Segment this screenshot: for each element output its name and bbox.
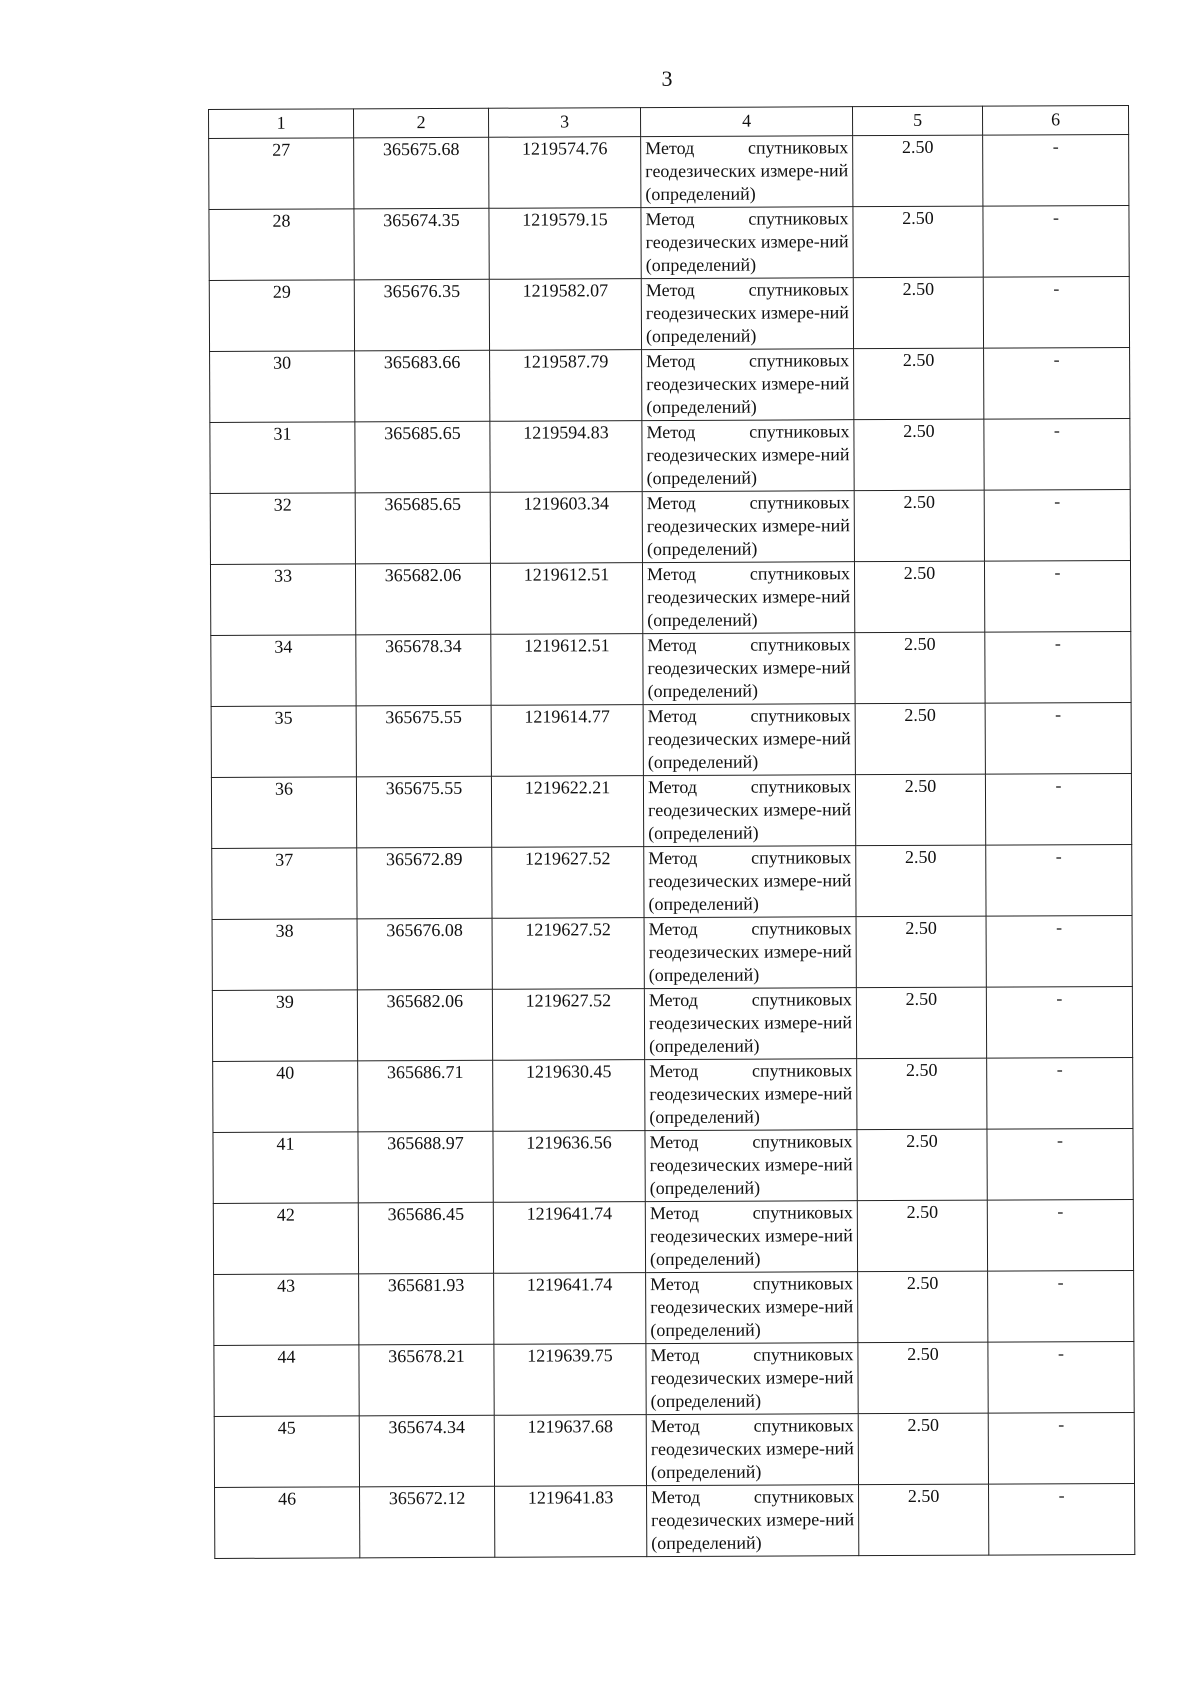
point-number-cell: 31: [210, 422, 355, 494]
y-coordinate-cell: 1219594.83: [490, 421, 642, 493]
note-cell: -: [984, 347, 1130, 419]
accuracy-cell: 2.50: [853, 135, 983, 207]
table-row: [210, 489, 1130, 564]
y-coordinate-cell: 1219636.56: [493, 1131, 645, 1203]
method-cell: Метод спутниковых геодезических измере-ний (определений): [645, 1201, 857, 1273]
accuracy-cell: 2.50: [857, 1200, 987, 1272]
note-cell: -: [987, 1128, 1133, 1200]
accuracy-cell: 2.50: [854, 419, 984, 491]
y-coordinate-cell: 1219637.68: [494, 1415, 646, 1487]
accuracy-cell: 2.50: [855, 703, 985, 775]
x-coordinate-cell: 365678.21: [359, 1344, 494, 1416]
x-coordinate-cell: 365672.89: [357, 847, 492, 919]
method-cell: Метод спутниковых геодезических измере-ний (определений): [642, 491, 854, 563]
point-number-cell: 37: [212, 848, 357, 920]
point-number-cell: 28: [209, 209, 354, 281]
note-cell: -: [988, 1270, 1134, 1342]
y-coordinate-cell: 1219627.52: [492, 989, 644, 1061]
note-cell: -: [988, 1412, 1134, 1484]
column-header: 5: [852, 106, 982, 136]
table-row: [213, 1057, 1133, 1132]
accuracy-cell: 2.50: [857, 1058, 987, 1130]
method-cell: Метод спутниковых геодезических измере-ний (определений): [647, 1485, 859, 1557]
accuracy-cell: 2.50: [857, 1129, 987, 1201]
method-cell: Метод спутниковых геодезических измере-ний (определений): [641, 136, 853, 208]
table-header-row: [209, 105, 1129, 138]
method-cell: Метод спутниковых геодезических измере-ний (определений): [646, 1414, 858, 1486]
accuracy-cell: 2.50: [853, 206, 983, 278]
point-number-cell: 45: [214, 1416, 359, 1488]
table-body: [209, 105, 1135, 1558]
note-cell: -: [984, 418, 1130, 490]
method-cell: Метод спутниковых геодезических измере-ний (определений): [643, 775, 855, 847]
accuracy-cell: 2.50: [856, 916, 986, 988]
column-header: 3: [488, 108, 640, 138]
accuracy-cell: 2.50: [854, 490, 984, 562]
y-coordinate-cell: 1219622.21: [491, 776, 643, 848]
table-row: [211, 702, 1131, 777]
note-cell: -: [988, 1341, 1134, 1413]
x-coordinate-cell: 365676.08: [357, 918, 492, 990]
y-coordinate-cell: 1219639.75: [494, 1344, 646, 1416]
note-cell: -: [986, 915, 1132, 987]
accuracy-cell: 2.50: [858, 1342, 988, 1414]
y-coordinate-cell: 1219582.07: [489, 279, 641, 351]
note-cell: -: [984, 489, 1130, 561]
point-number-cell: 44: [214, 1345, 359, 1417]
method-cell: Метод спутниковых геодезических измере-ний (определений): [645, 1059, 857, 1131]
table-row: [214, 1412, 1134, 1487]
method-cell: Метод спутниковых геодезических измере-ний (определений): [643, 633, 855, 705]
accuracy-cell: 2.50: [853, 277, 983, 349]
method-cell: Метод спутниковых геодезических измере-ний (определений): [642, 349, 854, 421]
point-number-cell: 42: [213, 1203, 358, 1275]
point-number-cell: 35: [211, 706, 356, 778]
point-number-cell: 29: [209, 280, 354, 352]
x-coordinate-cell: 365681.93: [359, 1273, 494, 1345]
accuracy-cell: 2.50: [855, 774, 985, 846]
column-header: 2: [354, 108, 489, 138]
x-coordinate-cell: 365686.71: [358, 1060, 493, 1132]
method-cell: Метод спутниковых геодезических измере-ний (определений): [646, 1343, 858, 1415]
table-row: [213, 1199, 1133, 1274]
note-cell: -: [985, 631, 1131, 703]
table-row: [212, 844, 1132, 919]
note-cell: -: [985, 773, 1131, 845]
table-row: [212, 915, 1132, 990]
note-cell: -: [989, 1483, 1135, 1555]
y-coordinate-cell: 1219641.83: [495, 1486, 647, 1558]
method-cell: Метод спутниковых геодезических измере-ний (определений): [642, 562, 854, 634]
method-cell: Метод спутниковых геодезических измере-ний (определений): [645, 1130, 857, 1202]
note-cell: -: [984, 560, 1130, 632]
accuracy-cell: 2.50: [854, 348, 984, 420]
y-coordinate-cell: 1219579.15: [489, 208, 641, 280]
point-number-cell: 39: [212, 990, 357, 1062]
y-coordinate-cell: 1219627.52: [492, 918, 644, 990]
table-row: [214, 1270, 1134, 1345]
note-cell: -: [986, 844, 1132, 916]
point-number-cell: 41: [213, 1132, 358, 1204]
y-coordinate-cell: 1219627.52: [492, 847, 644, 919]
point-number-cell: 40: [213, 1061, 358, 1133]
method-cell: Метод спутниковых геодезических измере-ний (определений): [646, 1272, 858, 1344]
y-coordinate-cell: 1219574.76: [489, 137, 641, 209]
table-row: [209, 134, 1129, 209]
table-row: [209, 205, 1129, 280]
y-coordinate-cell: 1219641.74: [494, 1273, 646, 1345]
point-number-cell: 38: [212, 919, 357, 991]
accuracy-cell: 2.50: [858, 1413, 988, 1485]
y-coordinate-cell: 1219612.51: [491, 634, 643, 706]
point-number-cell: 46: [215, 1487, 360, 1559]
table-row: [209, 276, 1129, 351]
point-number-cell: 34: [211, 635, 356, 707]
x-coordinate-cell: 365672.12: [360, 1486, 495, 1558]
y-coordinate-cell: 1219641.74: [493, 1202, 645, 1274]
column-header: 1: [209, 109, 354, 139]
x-coordinate-cell: 365675.68: [354, 137, 489, 209]
x-coordinate-cell: 365685.65: [355, 492, 490, 564]
x-coordinate-cell: 365678.34: [356, 634, 491, 706]
point-number-cell: 43: [214, 1274, 359, 1346]
note-cell: -: [983, 134, 1129, 206]
x-coordinate-cell: 365674.35: [354, 208, 489, 280]
point-number-cell: 33: [210, 564, 355, 636]
table-row: [210, 560, 1130, 635]
note-cell: -: [987, 1199, 1133, 1271]
y-coordinate-cell: 1219587.79: [490, 350, 642, 422]
x-coordinate-cell: 365683.66: [355, 350, 490, 422]
note-cell: -: [986, 986, 1132, 1058]
method-cell: Метод спутниковых геодезических измере-ний (определений): [641, 278, 853, 350]
accuracy-cell: 2.50: [859, 1484, 989, 1556]
x-coordinate-cell: 365675.55: [356, 776, 491, 848]
method-cell: Метод спутниковых геодезических измере-ний (определений): [643, 704, 855, 776]
point-number-cell: 32: [210, 493, 355, 565]
table-row: [211, 631, 1131, 706]
y-coordinate-cell: 1219612.51: [490, 563, 642, 635]
note-cell: -: [983, 276, 1129, 348]
x-coordinate-cell: 365688.97: [358, 1131, 493, 1203]
table-row: [213, 1128, 1133, 1203]
table-row: [214, 1341, 1134, 1416]
x-coordinate-cell: 365682.06: [357, 989, 492, 1061]
accuracy-cell: 2.50: [855, 632, 985, 704]
note-cell: -: [983, 205, 1129, 277]
accuracy-cell: 2.50: [856, 845, 986, 917]
point-number-cell: 36: [211, 777, 356, 849]
accuracy-cell: 2.50: [858, 1271, 988, 1343]
x-coordinate-cell: 365682.06: [355, 563, 490, 635]
method-cell: Метод спутниковых геодезических измере-ний (определений): [644, 917, 856, 989]
page-number: 3: [661, 66, 673, 91]
x-coordinate-cell: 365676.35: [354, 279, 489, 351]
point-number-cell: 30: [210, 351, 355, 423]
y-coordinate-cell: 1219614.77: [491, 705, 643, 777]
table-row: [215, 1483, 1135, 1558]
x-coordinate-cell: 365686.45: [358, 1202, 493, 1274]
point-number-cell: 27: [209, 138, 354, 210]
accuracy-cell: 2.50: [856, 987, 986, 1059]
table-row: [212, 986, 1132, 1061]
x-coordinate-cell: 365685.65: [355, 421, 490, 493]
method-cell: Метод спутниковых геодезических измере-ний (определений): [644, 988, 856, 1060]
table-row: [210, 418, 1130, 493]
accuracy-cell: 2.50: [854, 561, 984, 633]
method-cell: Метод спутниковых геодезических измере-ний (определений): [641, 207, 853, 279]
table-row: [210, 347, 1130, 422]
x-coordinate-cell: 365675.55: [356, 705, 491, 777]
note-cell: -: [987, 1057, 1133, 1129]
y-coordinate-cell: 1219630.45: [493, 1060, 645, 1132]
coordinates-table: [208, 105, 1135, 1559]
method-cell: Метод спутниковых геодезических измере-ний (определений): [644, 846, 856, 918]
column-header: 4: [640, 107, 852, 137]
column-header: 6: [982, 105, 1128, 135]
x-coordinate-cell: 365674.34: [359, 1415, 494, 1487]
note-cell: -: [985, 702, 1131, 774]
y-coordinate-cell: 1219603.34: [490, 492, 642, 564]
method-cell: Метод спутниковых геодезических измере-ний (определений): [642, 420, 854, 492]
table-row: [211, 773, 1131, 848]
